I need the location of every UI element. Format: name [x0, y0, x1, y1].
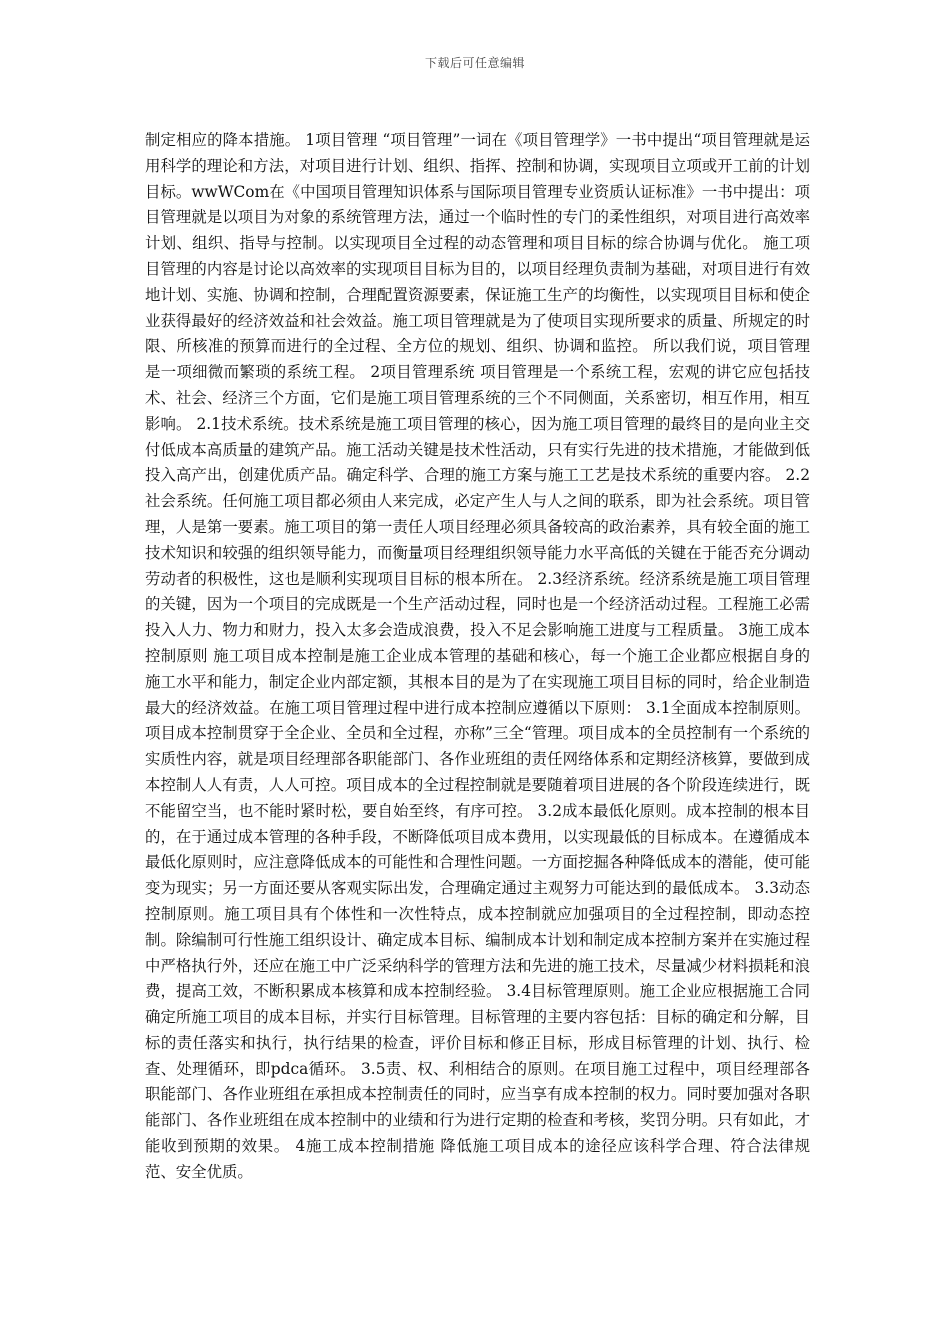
body-paragraph: 制定相应的降本措施。 1项目管理 “项目管理”一词在《项目管理学》一书中提出“项目管理就是运用科学的理论和方法，对项目进行计划、组织、指挥、控制和协调，实现项目立项或开工前的计划目标。wwWCom在《中国项目管理知识体系与国际项目管理专业资质认证标准》一书中提出：项目管理就是以项目为对象的系统管理方法，通过一个临时性的专门的柔性组织，对项目进行高效率计划、组织、指导与控制。以实现项目全过程的动态管理和项目目标的综合协调与优化。 施工项目管理的内容是讨论以高效率的实现项目目标为目的，以项目经理负责制为基础，对项目进行有效地计划、实施、协调和控制，合理配置资源要素，保证施工生产的均衡性，以实现项目目标和使企业获得最好的经济效益和社会效益。施工项目管理就是为了使项目实现所要求的质量、所规定的时限、所核准的预算而进行的全过程、全方位的规划、组织、协调和监控。 所以我们说，项目管理是一项细微而繁琐的系统工程。 2项目管理系统 项目管理是一个系统工程，宏观的讲它应包括技术、社会、经济三个方面，它们是施工项目管理系统的三个不同侧面，关系密切，相互作用，相互影响。 2.1技术系统。技术系统是施工项目管理的核心，因为施工项目管理的最终目的是向业主交付低成本高质量的建筑产品。施工活动关键是技术性活动，只有实行先进的技术措施，才能做到低投入高产出，创建优质产品。确定科学、合理的施工方案与施工工艺是技术系统的重要内容。 2.2社会系统。任何施工项目都必须由人来完成，必定产生人与人之间的联系，即为社会系统。项目管理，人是第一要素。施工项目的第一责任人项目经理必须具备较高的政治素养，具有较全面的施工技术知识和较强的组织领导能力，而衡量项目经理组织领导能力水平高低的关键在于能否充分调动劳动者的积极性，这也是顺利实现项目目标的根本所在。 2.3经济系统。经济系统是施工项目管理的关键，因为一个项目的完成既是一个生产活动过程，同时也是一个经济活动过程。工程施工必需投入人力、物力和财力，投入太多会造成浪费，投入不足会影响施工进度与工程质量。 3施工成本控制原则 施工项目成本控制是施工企业成本管理的基础和核心，每一个施工企业都应根据自身的施工水平和能力，制定企业内部定额，其根本目的是为了在实现施工项目目标的同时，给企业制造最大的经济效益。在施工项目管理过程中进行成本控制应遵循以下原则： 3.1全面成本控制原则。项目成本控制贯穿于全企业、全员和全过程，亦称”三全“管理。项目成本的全员控制有一个系统的实质性内容，就是项目经理部各职能部门、各作业班组的责任网络体系和定期经济核算，要做到成本控制人人有责，人人可控。项目成本的全过程控制就是要随着项目进展的各个阶段连续进行，既不能留空当，也不能时紧时松，要自始至终，有序可控。 3.2成本最低化原则。成本控制的根本目的，在于通过成本管理的各种手段，不断降低项目成本费用，以实现最低的目标成本。在遵循成本最低化原则时，应注意降低成本的可能性和合理性问题。一方面挖掘各种降低成本的潜能，使可能变为现实；另一方面还要从客观实际出发，合理确定通过主观努力可能达到的最低成本。 3.3动态控制原则。施工项目具有个体性和一次性特点，成本控制就应加强项目的全过程控制，即动态控制。除编制可行性施工组织设计、确定成本目标、编制成本计划和制定成本控制方案并在实施过程中严格执行外，还应在施工中广泛采纳科学的管理方法和先进的施工技术，尽量减少材料损耗和浪费，提高工效，不断积累成本核算和成本控制经验。 3.4目标管理原则。施工企业应根据施工合同确定所施工项目的成本目标，并实行目标管理。目标管理的主要内容包括：目标的确定和分解，目标的责任落实和执行，执行结果的检查，评价目标和修正目标，形成目标管理的计划、执行、检查、处理循环，即pdca循环。 3.5责、权、利相结合的原则。在项目施工过程中，项目经理部各职能部门、各作业班组在承担成本控制责任的同时，应当享有成本控制的权力。同时要加强对各职能部门、各作业班组在成本控制中的业绩和行为进行定期的检查和考核，奖罚分明。只有如此，才能收到预期的效果。 4施工成本控制措施 降低施工项目成本的途径应该科学合理、符合法律规范、安全优质。: [145, 131, 810, 1181]
page-header: 下载后可任意编辑: [424, 56, 525, 70]
